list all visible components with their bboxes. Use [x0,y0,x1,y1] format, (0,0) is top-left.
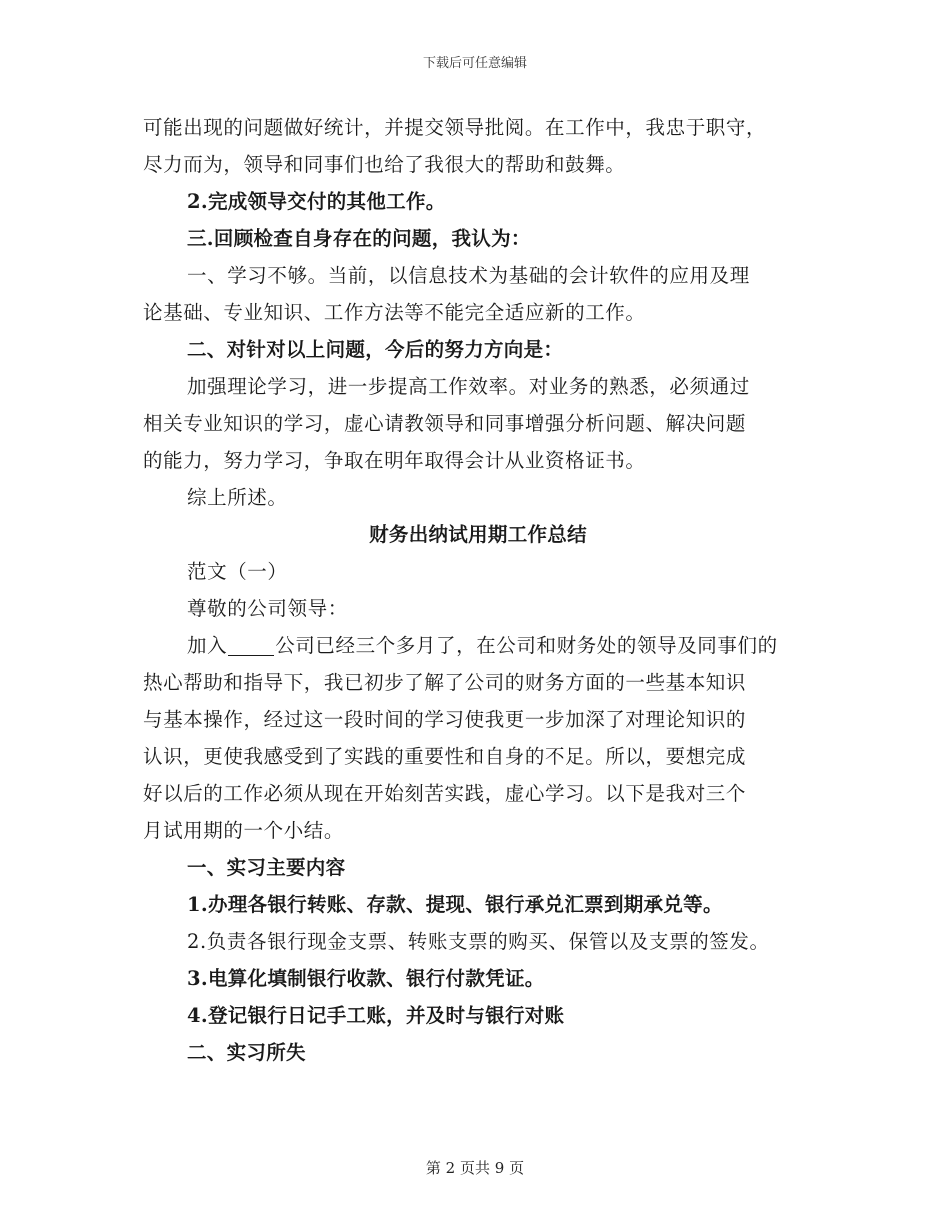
sample-label: 范文（一） [187,560,288,583]
paragraph-line: 尽力而为，领导和同事们也给了我很大的帮助和鼓舞。 [143,153,626,176]
section-heading: 二、对针对以上问题，今后的努力方向是： [187,338,564,361]
paragraph-line: 论基础、专业知识、工作方法等不能完全适应新的工作。 [143,301,646,324]
list-item: 3.电算化填制银行收款、银行付款凭证。 [187,967,545,990]
paragraph-line: 相关专业知识的学习，虚心请教领导和同事增强分析问题、解决问题 [143,412,747,435]
paragraph-line [143,627,813,664]
list-item: 2.完成领导交付的其他工作。 [187,190,446,213]
paragraph-line: 加强理论学习，进一步提高工作效率。对业务的熟悉，必须通过 [187,375,750,398]
list-item: 4.登记银行日记手工账，并及时与银行对账 [187,1004,565,1027]
section-heading: 二、实习所失 [187,1041,306,1064]
section-heading: 三.回顾检查自身存在的问题，我认为： [187,227,531,250]
section-heading: 一、实习主要内容 [187,856,346,879]
paragraph-text: 加入 [187,634,228,657]
paragraph-line: 热心帮助和指导下，我已初步了解了公司的财务方面的一些基本知识 [143,671,747,694]
paragraph-line: 认识，更使我感受到了实践的重要性和自身的不足。所以，要想完成 [143,745,747,768]
paragraph-line: 一、学习不够。当前，以信息技术为基础的会计软件的应用及理 [187,264,750,287]
paragraph-line: 好以后的工作必须从现在开始刻苦实践，虚心学习。以下是我对三个 [143,782,747,805]
list-item: 2.负责各银行现金支票、转账支票的购买、保管以及支票的签发。 [187,930,770,953]
list-item: 1.办理各银行转账、存款、提现、银行承兑汇票到期承兑等。 [187,893,723,916]
document-body [143,109,813,1071]
page-header: 下载后可任意编辑 [422,56,527,71]
paragraph-line: 月试用期的一个小结。 [143,819,345,842]
paragraph-text: 公司已经三个多月了，在公司和财务处的领导及同事们的 [275,634,778,657]
blank-underline [228,636,274,657]
paragraph-line: 综上所述。 [187,486,288,509]
paragraph-line: 可能出现的问题做好统计，并提交领导批阅。在工作中，我忠于职守， [143,116,767,139]
paragraph-line: 的能力，努力学习，争取在明年取得会计从业资格证书。 [143,449,646,472]
paragraph-line: 与基本操作，经过这一段时间的学习使我更一步加深了对理论知识的 [143,708,747,731]
page-footer: 第 2 页共 9 页 [425,1159,525,1177]
salutation: 尊敬的公司领导： [187,597,348,620]
document-title: 财务出纳试用期工作总结 [369,523,587,546]
